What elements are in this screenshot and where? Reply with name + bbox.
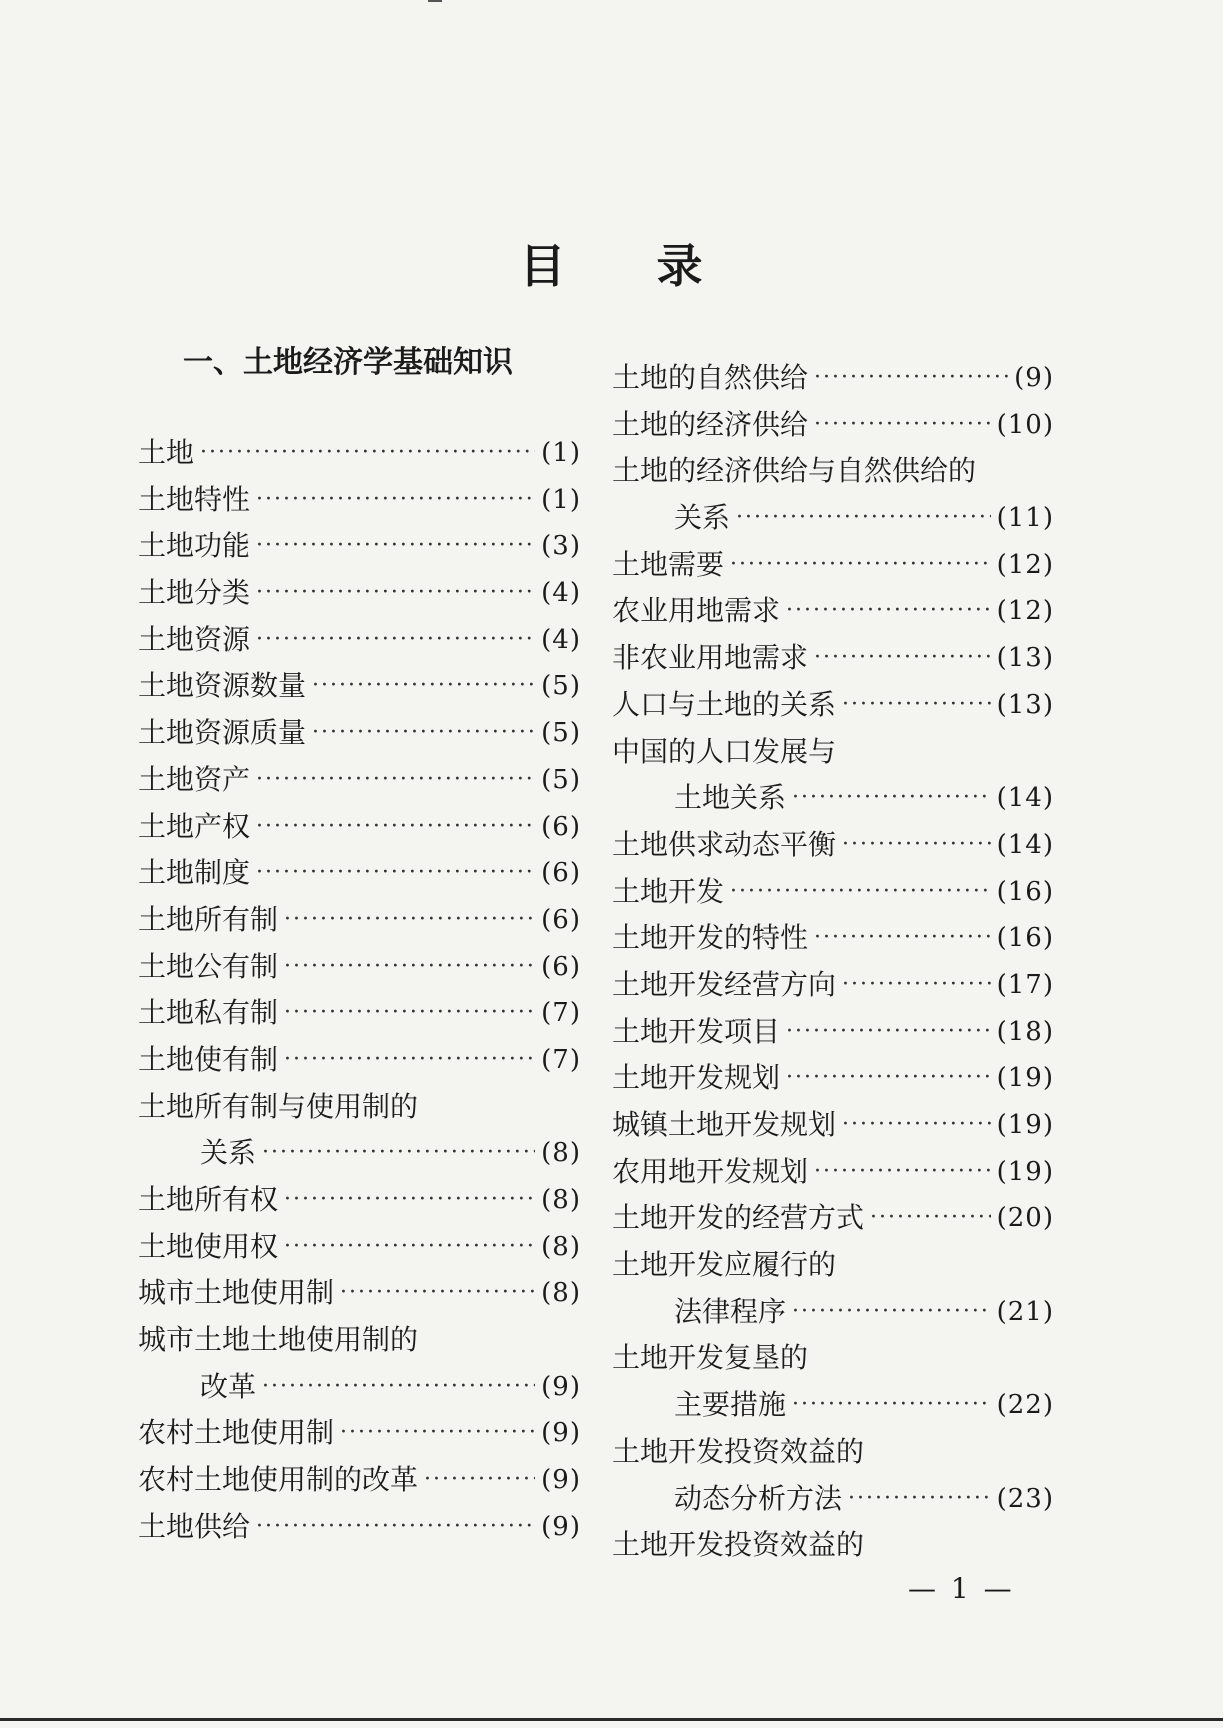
toc-entry-page: (6): [541, 858, 581, 889]
toc-entry-title: 土地供给: [138, 1509, 251, 1543]
dot-leader: [340, 1270, 535, 1317]
toc-entry-page: (16): [996, 876, 1054, 907]
dot-leader: [284, 1177, 535, 1224]
toc-entry-title: 土地资源数量: [138, 669, 307, 703]
dot-leader: [848, 1476, 991, 1523]
dot-leader: [814, 635, 991, 682]
dot-leader: [284, 1224, 535, 1271]
toc-entry: [138, 570, 581, 617]
toc-entry-title: 土地开发投资效益的: [612, 1434, 865, 1468]
toc-entry: [138, 430, 581, 477]
toc-entry-page: (11): [996, 503, 1054, 534]
toc-entry: [138, 1037, 581, 1084]
toc-entry-title: 农业用地需求: [612, 594, 781, 628]
toc-entry-page: (23): [996, 1483, 1054, 1514]
toc-entry-title: 土地公有制: [138, 949, 279, 983]
toc-entry: [138, 663, 581, 710]
toc-entry-page: (9): [1014, 363, 1054, 393]
toc-entry: [612, 588, 1054, 635]
toc-entry-title: 土地的自然供给: [612, 361, 809, 394]
toc-entry-page: (4): [541, 578, 581, 609]
toc-entry-page: (18): [996, 1016, 1054, 1047]
dot-leader: [284, 897, 535, 944]
toc-entry-page: (5): [541, 718, 581, 749]
dot-leader: [256, 617, 535, 664]
toc-entry: [138, 1457, 581, 1504]
toc-entry-title: 土地的经济供给与自然供给的: [612, 454, 977, 488]
toc-entry-title: 法律程序: [674, 1294, 787, 1328]
toc-entry-title: 关系: [200, 1136, 257, 1170]
dot-leader: [736, 495, 991, 542]
toc-entry-page: (5): [541, 764, 581, 795]
toc-entry: [612, 962, 1054, 1009]
toc-entry: [138, 897, 581, 944]
toc-entry-title: 土地使用权: [138, 1229, 279, 1263]
scan-edge-line: [0, 1718, 1223, 1721]
toc-entry-title: 土地产权: [138, 809, 251, 843]
toc-entry-page: (13): [996, 689, 1054, 720]
toc-entry: [612, 822, 1054, 869]
toc-entry: [612, 1429, 1054, 1476]
toc-entry: [612, 729, 1054, 776]
dot-leader: [284, 944, 535, 991]
dot-leader: [842, 962, 991, 1009]
toc-entry-title: 土地制度: [138, 856, 251, 890]
toc-entry-title: 关系: [674, 501, 731, 535]
toc-entry-title: 土地开发投资效益的: [612, 1528, 865, 1562]
dot-leader: [786, 588, 991, 635]
toc-entry-title: 土地开发的特性: [612, 921, 809, 955]
toc-entry-title: 土地的经济供给: [612, 407, 809, 441]
toc-entry-title: 城市土地使用制: [138, 1276, 335, 1310]
toc-entry-page: (8): [541, 1231, 581, 1262]
toc-entry-title: 改革: [200, 1369, 257, 1403]
dot-leader: [730, 869, 991, 916]
toc-entry: [138, 1504, 581, 1551]
toc-entry-page: (14): [996, 783, 1054, 814]
title-char-1: 目: [519, 239, 567, 293]
toc-entry-title: 土地供求动态平衡: [612, 827, 837, 861]
dot-leader: [200, 430, 535, 477]
toc-entry: [612, 1149, 1054, 1196]
toc-entry-title: 土地开发经营方向: [612, 967, 837, 1001]
toc-entry-page: (19): [996, 1063, 1054, 1094]
toc-entry-title: 土地分类: [138, 576, 251, 610]
toc-entry-page: (12): [996, 596, 1054, 627]
toc-entry-page: (21): [996, 1296, 1054, 1327]
toc-entry: [612, 1522, 1054, 1569]
dot-leader: [312, 710, 535, 757]
toc-entry-page: (17): [996, 969, 1054, 1000]
toc-entry-page: (6): [541, 904, 581, 935]
toc-entry-title: 农村土地使用制的改革: [138, 1463, 419, 1497]
toc-entry-page: (19): [996, 1156, 1054, 1187]
dot-leader: [792, 1382, 991, 1429]
dot-leader: [262, 1130, 535, 1177]
toc-entry: [138, 850, 581, 897]
toc-entry: [138, 710, 581, 757]
toc-entry: [138, 617, 581, 664]
toc-entry: [612, 542, 1054, 589]
dot-leader: [730, 542, 991, 589]
toc-entry-title: 城市土地土地使用制的: [138, 1323, 419, 1357]
toc-entry-page: (3): [541, 531, 581, 562]
dot-leader: [792, 1289, 991, 1336]
toc-entry: [612, 915, 1054, 962]
toc-entry-title: 动态分析方法: [674, 1481, 843, 1515]
toc-entry-title: 农用地开发规划: [612, 1154, 809, 1188]
dot-leader: [284, 1037, 535, 1084]
toc-entry-title: 土地所有制: [138, 902, 279, 936]
toc-entry: [138, 1224, 581, 1271]
toc-left-column: [138, 338, 581, 1551]
toc-entry: [138, 1317, 581, 1364]
toc-entry: [612, 1335, 1054, 1382]
toc-entry-page: (8): [541, 1138, 581, 1169]
toc-entry: [138, 804, 581, 851]
toc-entry-title: 土地资产: [138, 762, 251, 796]
toc-entry: [612, 635, 1054, 682]
dot-leader: [814, 1149, 991, 1196]
toc-entry-page: (8): [541, 1185, 581, 1215]
toc-entry: [612, 869, 1054, 916]
toc-entry-title: 土地开发项目: [612, 1014, 781, 1048]
toc-entry-page: (6): [541, 951, 581, 982]
dot-leader: [256, 850, 535, 897]
toc-right-list: [612, 355, 1054, 1569]
toc-entry-title: 土地开发的经营方式: [612, 1201, 865, 1235]
toc-entry-title: 土地资源: [138, 622, 251, 656]
toc-entry-page: (9): [541, 1511, 581, 1542]
toc-entry: [612, 495, 1054, 542]
dot-leader: [284, 990, 535, 1037]
toc-entry: [612, 1242, 1054, 1289]
toc-entry-title: 土地开发应履行的: [612, 1248, 837, 1282]
toc-entry: [138, 1364, 581, 1411]
toc-entry-page: (9): [541, 1465, 581, 1496]
toc-entry: [612, 1476, 1054, 1523]
toc-entry-title: 农村土地使用制: [138, 1416, 335, 1450]
toc-entry: [138, 1177, 581, 1224]
toc-entry-title: 土地开发规划: [612, 1061, 781, 1095]
dot-leader: [256, 570, 535, 617]
dot-leader: [262, 1364, 535, 1411]
toc-entry-title: 土地使有制: [138, 1042, 279, 1076]
toc-entry-title: 土地开发复垦的: [612, 1341, 809, 1375]
toc-entry-title: 土地: [138, 436, 195, 469]
page-title: [0, 230, 1223, 296]
toc-entry-page: (6): [541, 811, 581, 842]
toc-entry-page: (14): [996, 829, 1054, 860]
toc-entry: [612, 1009, 1054, 1056]
toc-entry: [612, 1289, 1054, 1336]
section-heading: 一、土地经济学基础知识: [183, 345, 513, 380]
toc-entry-title: 土地开发: [612, 874, 725, 908]
toc-entry-page: (10): [996, 409, 1054, 440]
toc-entry: [612, 1195, 1054, 1242]
toc-entry: [138, 477, 581, 524]
dot-leader: [424, 1457, 535, 1504]
toc-entry: [612, 402, 1054, 449]
toc-entry-title: 土地资源质量: [138, 716, 307, 750]
dot-leader: [842, 1102, 991, 1149]
toc-entry-page: (1): [541, 438, 581, 468]
toc-entry-page: (9): [541, 1418, 581, 1449]
toc-entry-page: (4): [541, 624, 581, 655]
toc-entry: [138, 757, 581, 804]
toc-entry-title: 主要措施: [674, 1388, 787, 1422]
dot-leader: [842, 682, 991, 729]
toc-entry: [138, 1130, 581, 1177]
dot-leader: [814, 915, 991, 962]
toc-entry: [612, 448, 1054, 495]
toc-entry: [138, 990, 581, 1037]
dot-leader: [792, 775, 991, 822]
dot-leader: [312, 663, 535, 710]
dot-leader: [814, 355, 1008, 402]
page-number: — 1 —: [908, 1572, 1015, 1605]
toc-entry-title: 人口与土地的关系: [612, 687, 837, 721]
toc-entry-title: 土地功能: [138, 529, 251, 563]
toc-left-list: [138, 430, 581, 1551]
toc-entry-title: 土地特性: [138, 482, 251, 516]
toc-entry-title: 土地关系: [674, 781, 787, 815]
toc-entry: [612, 1382, 1054, 1429]
dot-leader: [340, 1410, 535, 1457]
toc-entry-page: (5): [541, 671, 581, 702]
toc-entry-title: 中国的人口发展与: [612, 734, 837, 768]
toc-entry-page: (7): [541, 998, 581, 1029]
toc-entry: [138, 523, 581, 570]
toc-entry-page: (13): [996, 643, 1054, 674]
toc-entry-page: (20): [996, 1203, 1054, 1234]
toc-entry-title: 非农业用地需求: [612, 641, 809, 675]
toc-entry-page: (22): [996, 1390, 1054, 1421]
dot-leader: [814, 402, 991, 449]
toc-entry-page: (16): [996, 923, 1054, 954]
toc-entry: [138, 1270, 581, 1317]
toc-entry: [612, 682, 1054, 729]
toc-entry-title: 土地所有权: [138, 1183, 279, 1216]
toc-entry: [138, 1084, 581, 1131]
toc-entry-title: 土地所有制与使用制的: [138, 1089, 419, 1123]
toc-entry-page: (7): [541, 1044, 581, 1075]
dot-leader: [786, 1055, 991, 1102]
dot-leader: [256, 523, 535, 570]
toc-entry-title: 城镇土地开发规划: [612, 1108, 837, 1141]
toc-entry-page: (12): [996, 549, 1054, 580]
dot-leader: [256, 1504, 535, 1551]
scan-mark: [428, 0, 442, 2]
dot-leader: [786, 1009, 991, 1056]
dot-leader: [842, 822, 991, 869]
toc-entry-title: 土地需要: [612, 547, 725, 581]
toc-entry-page: (9): [541, 1371, 581, 1402]
toc-entry: [138, 944, 581, 991]
toc-entry-page: (19): [996, 1110, 1054, 1140]
toc-entry: [138, 1410, 581, 1457]
toc-entry: [612, 1102, 1054, 1149]
dot-leader: [256, 477, 535, 524]
title-char-2: 录: [656, 239, 704, 293]
toc-entry: [612, 1055, 1054, 1102]
toc-entry-page: (8): [541, 1278, 581, 1309]
toc-entry: [612, 355, 1054, 402]
toc-entry-title: 土地私有制: [138, 996, 279, 1030]
dot-leader: [256, 804, 535, 851]
dot-leader: [256, 757, 535, 804]
toc-entry: [612, 775, 1054, 822]
dot-leader: [870, 1195, 991, 1242]
toc-entry-page: (1): [541, 484, 581, 515]
toc-right-column: [612, 355, 1054, 1569]
